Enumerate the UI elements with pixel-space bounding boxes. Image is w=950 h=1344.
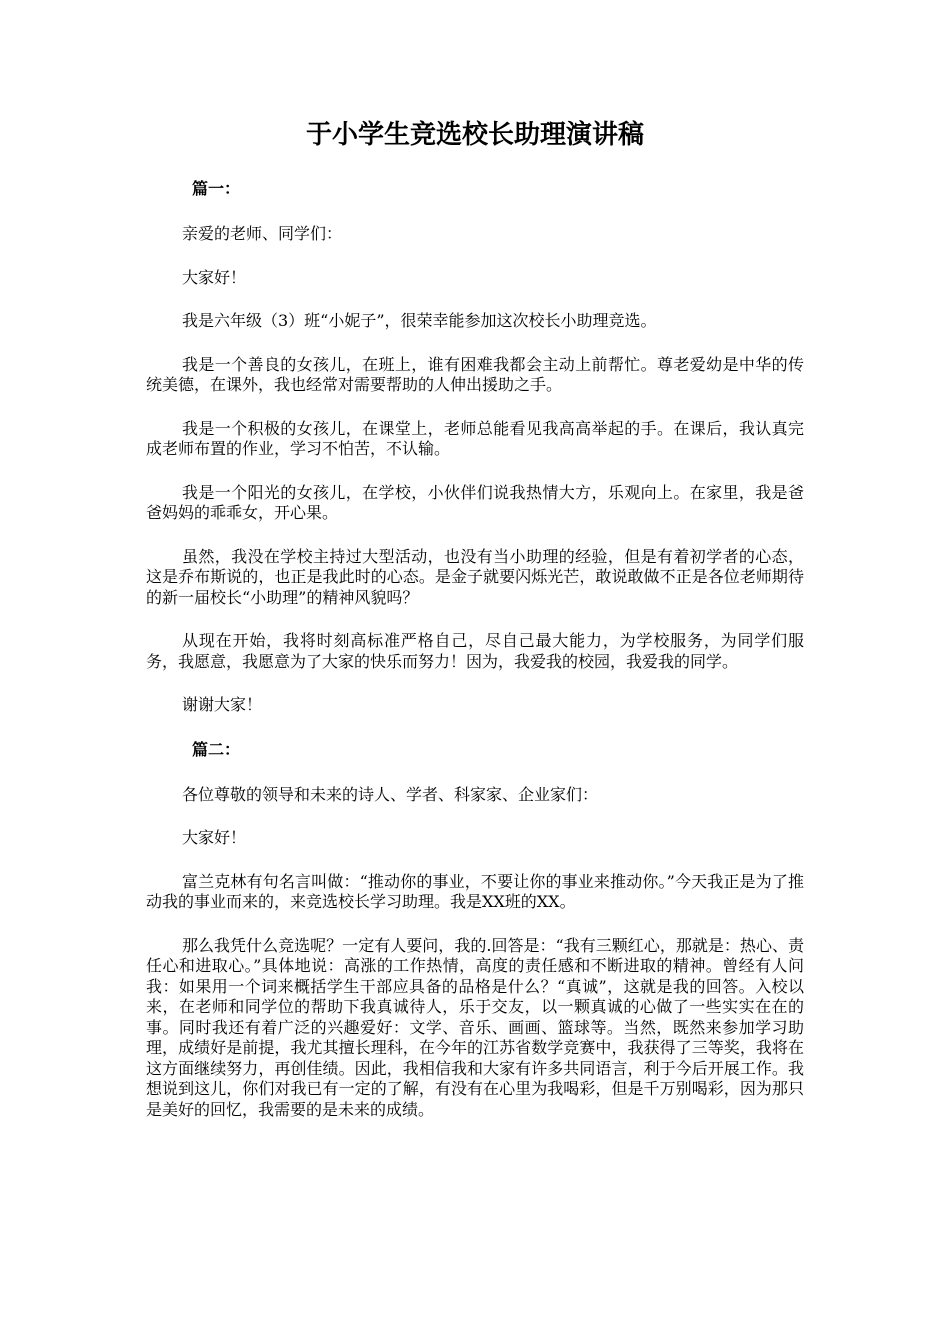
paragraph: 我是一个阳光的女孩儿，在学校，小伙伴们说我热情大方，乐观向上。在家里，我是爸爸妈妈的乖乖女，开心果。: [146, 482, 804, 522]
paragraph: 那么我凭什么竞选呢？一定有人要问，我的.回答是：“我有三颗红心，那就是：热心、责任心和进取心。”具体地说：高涨的工作热情，高度的责任感和不断进取的精神。曾经有人问我：如果用一个词来概括学生干部应具备的品格是什么？“真诚”，这就是我的回答。入校以来，在老师和同学位的帮助下我真诚待人，乐于交友，以一颗真诚的心做了一些实实在在的事。同时我还有着广泛的兴趣爱好：文学、音乐、画画、篮球等。当然，既然来参加学习助理，成绩好是前提，我尤其擅长理科，在今年的江苏省数学竞赛中，我获得了三等奖，我将在这方面继续努力，再创佳绩。因此，我相信我和大家有许多共同语言，利于今后开展工作。我想说到这儿，你们对我已有一定的了解，有没有在心里为我喝彩，但是千万别喝彩，因为那只是美好的回忆，我需要的是未来的成绩。: [146, 935, 804, 1119]
document-page: [146, 118, 804, 1143]
section-1: [146, 178, 804, 716]
paragraph: 大家好！: [182, 828, 247, 847]
paragraph: 虽然，我没在学校主持过大型活动，也没有当小助理的经验，但是有着初学者的心态，这是乔布斯说的，也正是我此时的心态。是金子就要闪烁光芒，敢说敢做不正是各位老师期待的新一届校长“小助理”的精神风貌吗？: [146, 546, 804, 607]
document-title: 于小学生竞选校长助理演讲稿: [305, 120, 644, 150]
paragraph: 各位尊敬的领导和未来的诗人、学者、科家家、企业家们：: [182, 784, 599, 804]
paragraph: 谢谢大家！: [182, 695, 263, 714]
section-heading: 篇二：: [192, 739, 241, 759]
paragraph: 从现在开始，我将时刻高标准严格自己，尽自己最大能力，为学校服务，为同学们服务，我愿意，我愿意为了大家的快乐而努力！因为，我爱我的校园，我爱我的同学。: [146, 631, 804, 671]
section-heading: 篇一：: [192, 179, 241, 198]
paragraph: 我是六年级（3）班“小妮子”，很荣幸能参加这次校长小助理竞选。: [182, 311, 657, 330]
paragraph: 我是一个善良的女孩儿，在班上，谁有困难我都会主动上前帮忙。尊老爱幼是中华的传统美德，在课外，我也经常对需要帮助的人伸出援助之手。: [146, 354, 804, 394]
paragraph: 大家好！: [182, 267, 247, 287]
paragraph: 富兰克林有句名言叫做：“推动你的事业，不要让你的事业来推动你。”今天我正是为了推动我的事业而来的，来竞选校长学习助理。我是XX班的XX。: [146, 871, 804, 911]
paragraph: 亲爱的老师、同学们：: [182, 224, 343, 243]
paragraph: 我是一个积极的女孩儿，在课堂上，老师总能看见我高高举起的手。在课后，我认真完成老师布置的作业，学习不怕苦，不认输。: [146, 418, 804, 458]
section-2: [146, 739, 804, 1121]
